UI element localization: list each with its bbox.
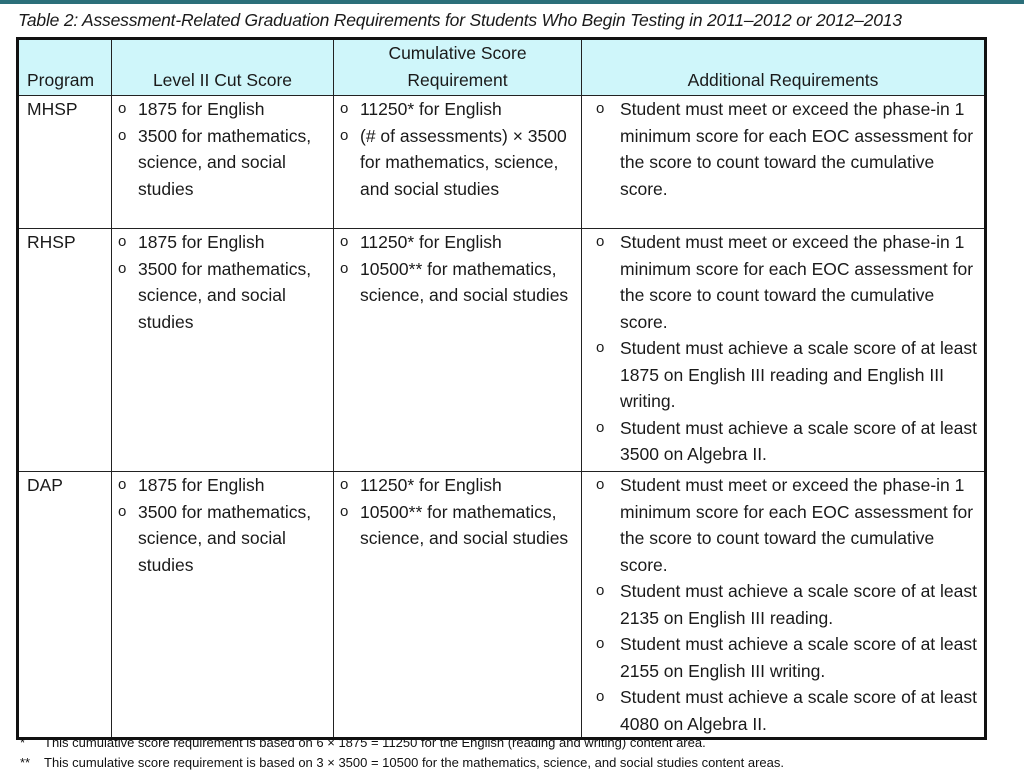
footnote-mark: * xyxy=(20,735,26,750)
item-text: 11250* for English xyxy=(360,475,502,495)
footnote xyxy=(20,735,706,750)
bullet-list xyxy=(340,472,575,552)
list-item xyxy=(118,256,327,336)
item-text: 3500 for mathematics, science, and social studies xyxy=(138,258,312,332)
item-text: 11250* for English xyxy=(360,232,502,252)
program-cell: DAP xyxy=(18,472,112,739)
list-item xyxy=(340,96,575,123)
cut-score-cell xyxy=(112,472,334,739)
bullet-icon: o xyxy=(596,418,605,436)
bullet-icon: o xyxy=(340,476,349,493)
list-item xyxy=(118,123,327,203)
list-item xyxy=(340,229,575,256)
bullet-icon: o xyxy=(596,476,605,493)
footnote-text: This cumulative score requirement is based on 3 × 3500 = 10500 for the mathematics, science, and social studies content areas. xyxy=(44,755,784,770)
bullet-list xyxy=(340,229,575,309)
header-program: Program xyxy=(18,39,112,96)
top-rule xyxy=(0,0,1024,4)
footnote-text: This cumulative score requirement is based on 6 × 1875 = 11250 for the English (reading and writing) content area. xyxy=(44,735,706,750)
list-item xyxy=(588,96,978,202)
bullet-list xyxy=(588,229,978,468)
item-text: 3500 for mathematics, science, and social studies xyxy=(138,501,312,575)
list-item xyxy=(588,578,978,631)
bullet-icon: o xyxy=(118,126,127,144)
list-item xyxy=(588,631,978,684)
cumulative-cell xyxy=(334,472,582,739)
bullet-icon: o xyxy=(118,259,127,277)
item-text: 10500** for mathematics, science, and social studies xyxy=(360,501,569,548)
list-item xyxy=(588,684,978,737)
item-text: 3500 for mathematics, science, and social studies xyxy=(138,125,312,199)
cut-score-cell xyxy=(112,229,334,472)
bullet-icon: o xyxy=(596,100,605,117)
footnote-mark: ** xyxy=(20,755,31,770)
item-text: Student must achieve a scale score of at least 1875 on English III reading and English III writing. xyxy=(620,338,977,411)
bullet-icon: o xyxy=(118,233,127,250)
additional-cell xyxy=(582,96,986,229)
bullet-icon: o xyxy=(340,126,349,144)
item-text: Student must achieve a scale score of at least 2155 on English III writing. xyxy=(620,634,977,681)
header-cumulative: Cumulative Score Requirement xyxy=(334,39,582,96)
additional-cell xyxy=(582,472,986,739)
program-cell: RHSP xyxy=(18,229,112,472)
item-text: Student must achieve a scale score of at least 2135 on English III reading. xyxy=(620,581,977,628)
list-item xyxy=(340,499,575,552)
bullet-icon: o xyxy=(596,233,605,250)
program-cell: MHSP xyxy=(18,96,112,229)
item-text: Student must achieve a scale score of at least 4080 on Algebra II. xyxy=(620,687,977,734)
bullet-icon: o xyxy=(596,635,605,652)
list-item xyxy=(340,472,575,499)
bullet-list xyxy=(588,472,978,737)
list-item xyxy=(340,256,575,309)
bullet-icon: o xyxy=(340,233,349,250)
bullet-icon: o xyxy=(340,502,349,520)
table-row xyxy=(18,96,986,229)
bullet-icon: o xyxy=(118,502,127,520)
item-text: Student must meet or exceed the phase-in 1 minimum score for each EOC assessment for the score to count toward the cumulative score. xyxy=(620,99,974,199)
item-text: 1875 for English xyxy=(138,475,265,495)
bullet-list xyxy=(118,229,327,335)
item-text: (# of assessments) × 3500 for mathematics, science, and social studies xyxy=(360,125,567,199)
bullet-icon: o xyxy=(340,100,349,117)
item-text: Student must achieve a scale score of at least 3500 on Algebra II. xyxy=(620,417,977,464)
list-item xyxy=(588,472,978,578)
list-item xyxy=(118,229,327,256)
table-caption: Table 2: Assessment-Related Graduation Requirements for Students Who Begin Testing in 2011–2012 or 2012–2013 xyxy=(18,10,902,30)
list-item xyxy=(118,499,327,579)
bullet-list xyxy=(118,472,327,578)
list-item xyxy=(118,472,327,499)
list-item xyxy=(588,229,978,335)
bullet-list xyxy=(340,96,575,202)
list-item xyxy=(340,123,575,203)
bullet-icon: o xyxy=(596,688,605,705)
requirements-table xyxy=(16,37,987,740)
item-text: 10500** for mathematics, science, and social studies xyxy=(360,258,569,305)
bullet-icon: o xyxy=(596,339,605,356)
cumulative-cell xyxy=(334,229,582,472)
bullet-list xyxy=(118,96,327,202)
bullet-icon: o xyxy=(340,259,349,277)
bullet-icon: o xyxy=(596,582,605,599)
additional-cell xyxy=(582,229,986,472)
bullet-list xyxy=(588,96,978,202)
bullet-icon: o xyxy=(118,100,127,117)
cumulative-cell xyxy=(334,96,582,229)
item-text: Student must meet or exceed the phase-in 1 minimum score for each EOC assessment for the score to count toward the cumulative score. xyxy=(620,232,974,332)
item-text: 1875 for English xyxy=(138,99,265,119)
header-row xyxy=(18,39,986,96)
item-text: Student must meet or exceed the phase-in 1 minimum score for each EOC assessment for the score to count toward the cumulative score. xyxy=(620,475,974,575)
item-text: 1875 for English xyxy=(138,232,265,252)
header-cut-score: Level II Cut Score xyxy=(112,39,334,96)
header-additional: Additional Requirements xyxy=(582,39,986,96)
table-row xyxy=(18,472,986,739)
list-item xyxy=(588,335,978,415)
cut-score-cell xyxy=(112,96,334,229)
list-item xyxy=(118,96,327,123)
list-item xyxy=(588,415,978,468)
table-row xyxy=(18,229,986,472)
bullet-icon: o xyxy=(118,476,127,493)
item-text: 11250* for English xyxy=(360,99,502,119)
